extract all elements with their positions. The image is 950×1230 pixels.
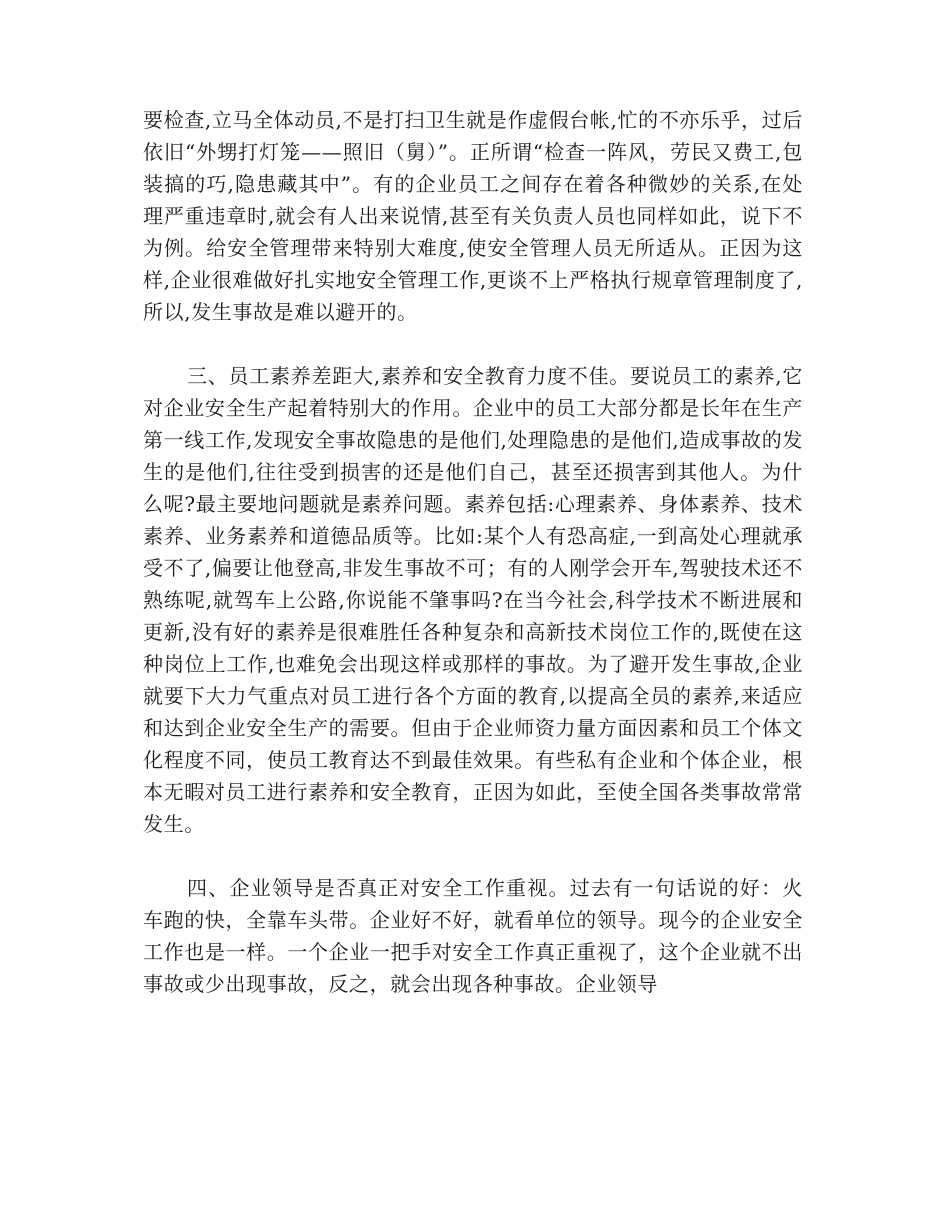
paragraph-gap [143, 328, 803, 360]
document-body [143, 104, 803, 1000]
paragraph-section-three: 三、员工素养差距大,素养和安全教育力度不佳。要说员工的素养,它对企业安全生产起着特别大的作用。企业中的员工大部分都是长年在生产第一线工作,发现安全事故隐患的是他们,处理隐患的是他们,造成事故的发生的是他们,往往受到损害的还是他们自己，甚至还损害到其他人。为什么呢?最主要地问题就是素养问题。素养包括:心理素养、身体素养、技术素养、业务素养和道德品质等。比如:某个人有恐高症,一到高处心理就承受不了,偏要让他登高,非发生事故不可；有的人刚学会开车,驾驶技术还不熟练呢,就驾车上公路,你说能不肇事吗?在当今社会,科学技术不断进展和更新,没有好的素养是很难胜任各种复杂和高新技术岗位工作的,既使在这种岗位上工作,也难免会出现这样或那样的事故。为了避开发生事故,企业就要下大力气重点对员工进行各个方面的教育,以提高全员的素养,来适应和达到企业安全生产的需要。但由于企业师资力量方面因素和员工个体文化程度不同，使员工教育达不到最佳效果。有些私有企业和个体企业，根本无暇对员工进行素养和安全教育，正因为如此，至使全国各类事故常常发生。 [143, 364, 803, 836]
paragraph-gap [143, 840, 803, 872]
paragraph-continuation: 要检查,立马全体动员,不是打扫卫生就是作虚假台帐,忙的不亦乐乎，过后依旧“外甥打灯笼——照旧（舅）”。正所谓“检查一阵风，劳民又费工,包装搞的巧,隐患藏其中”。有的企业员工之间存在着各种微妙的关系,在处理严重违章时,就会有人出来说情,甚至有关负责人员也同样如此，说下不为例。给安全管理带来特别大难度,使安全管理人员无所适从。正因为这样,企业很难做好扎实地安全管理工作,更谈不上严格执行规章管理制度了,所以,发生事故是难以避开的。 [143, 108, 803, 324]
paragraph-section-four: 四、企业领导是否真正对安全工作重视。过去有一句话说的好：火车跑的快，全靠车头带。企业好不好，就看单位的领导。现今的企业安全工作也是一样。一个企业一把手对安全工作真正重视了，这个企业就不出事故或少出现事故，反之，就会出现各种事故。企业领导 [143, 876, 803, 996]
